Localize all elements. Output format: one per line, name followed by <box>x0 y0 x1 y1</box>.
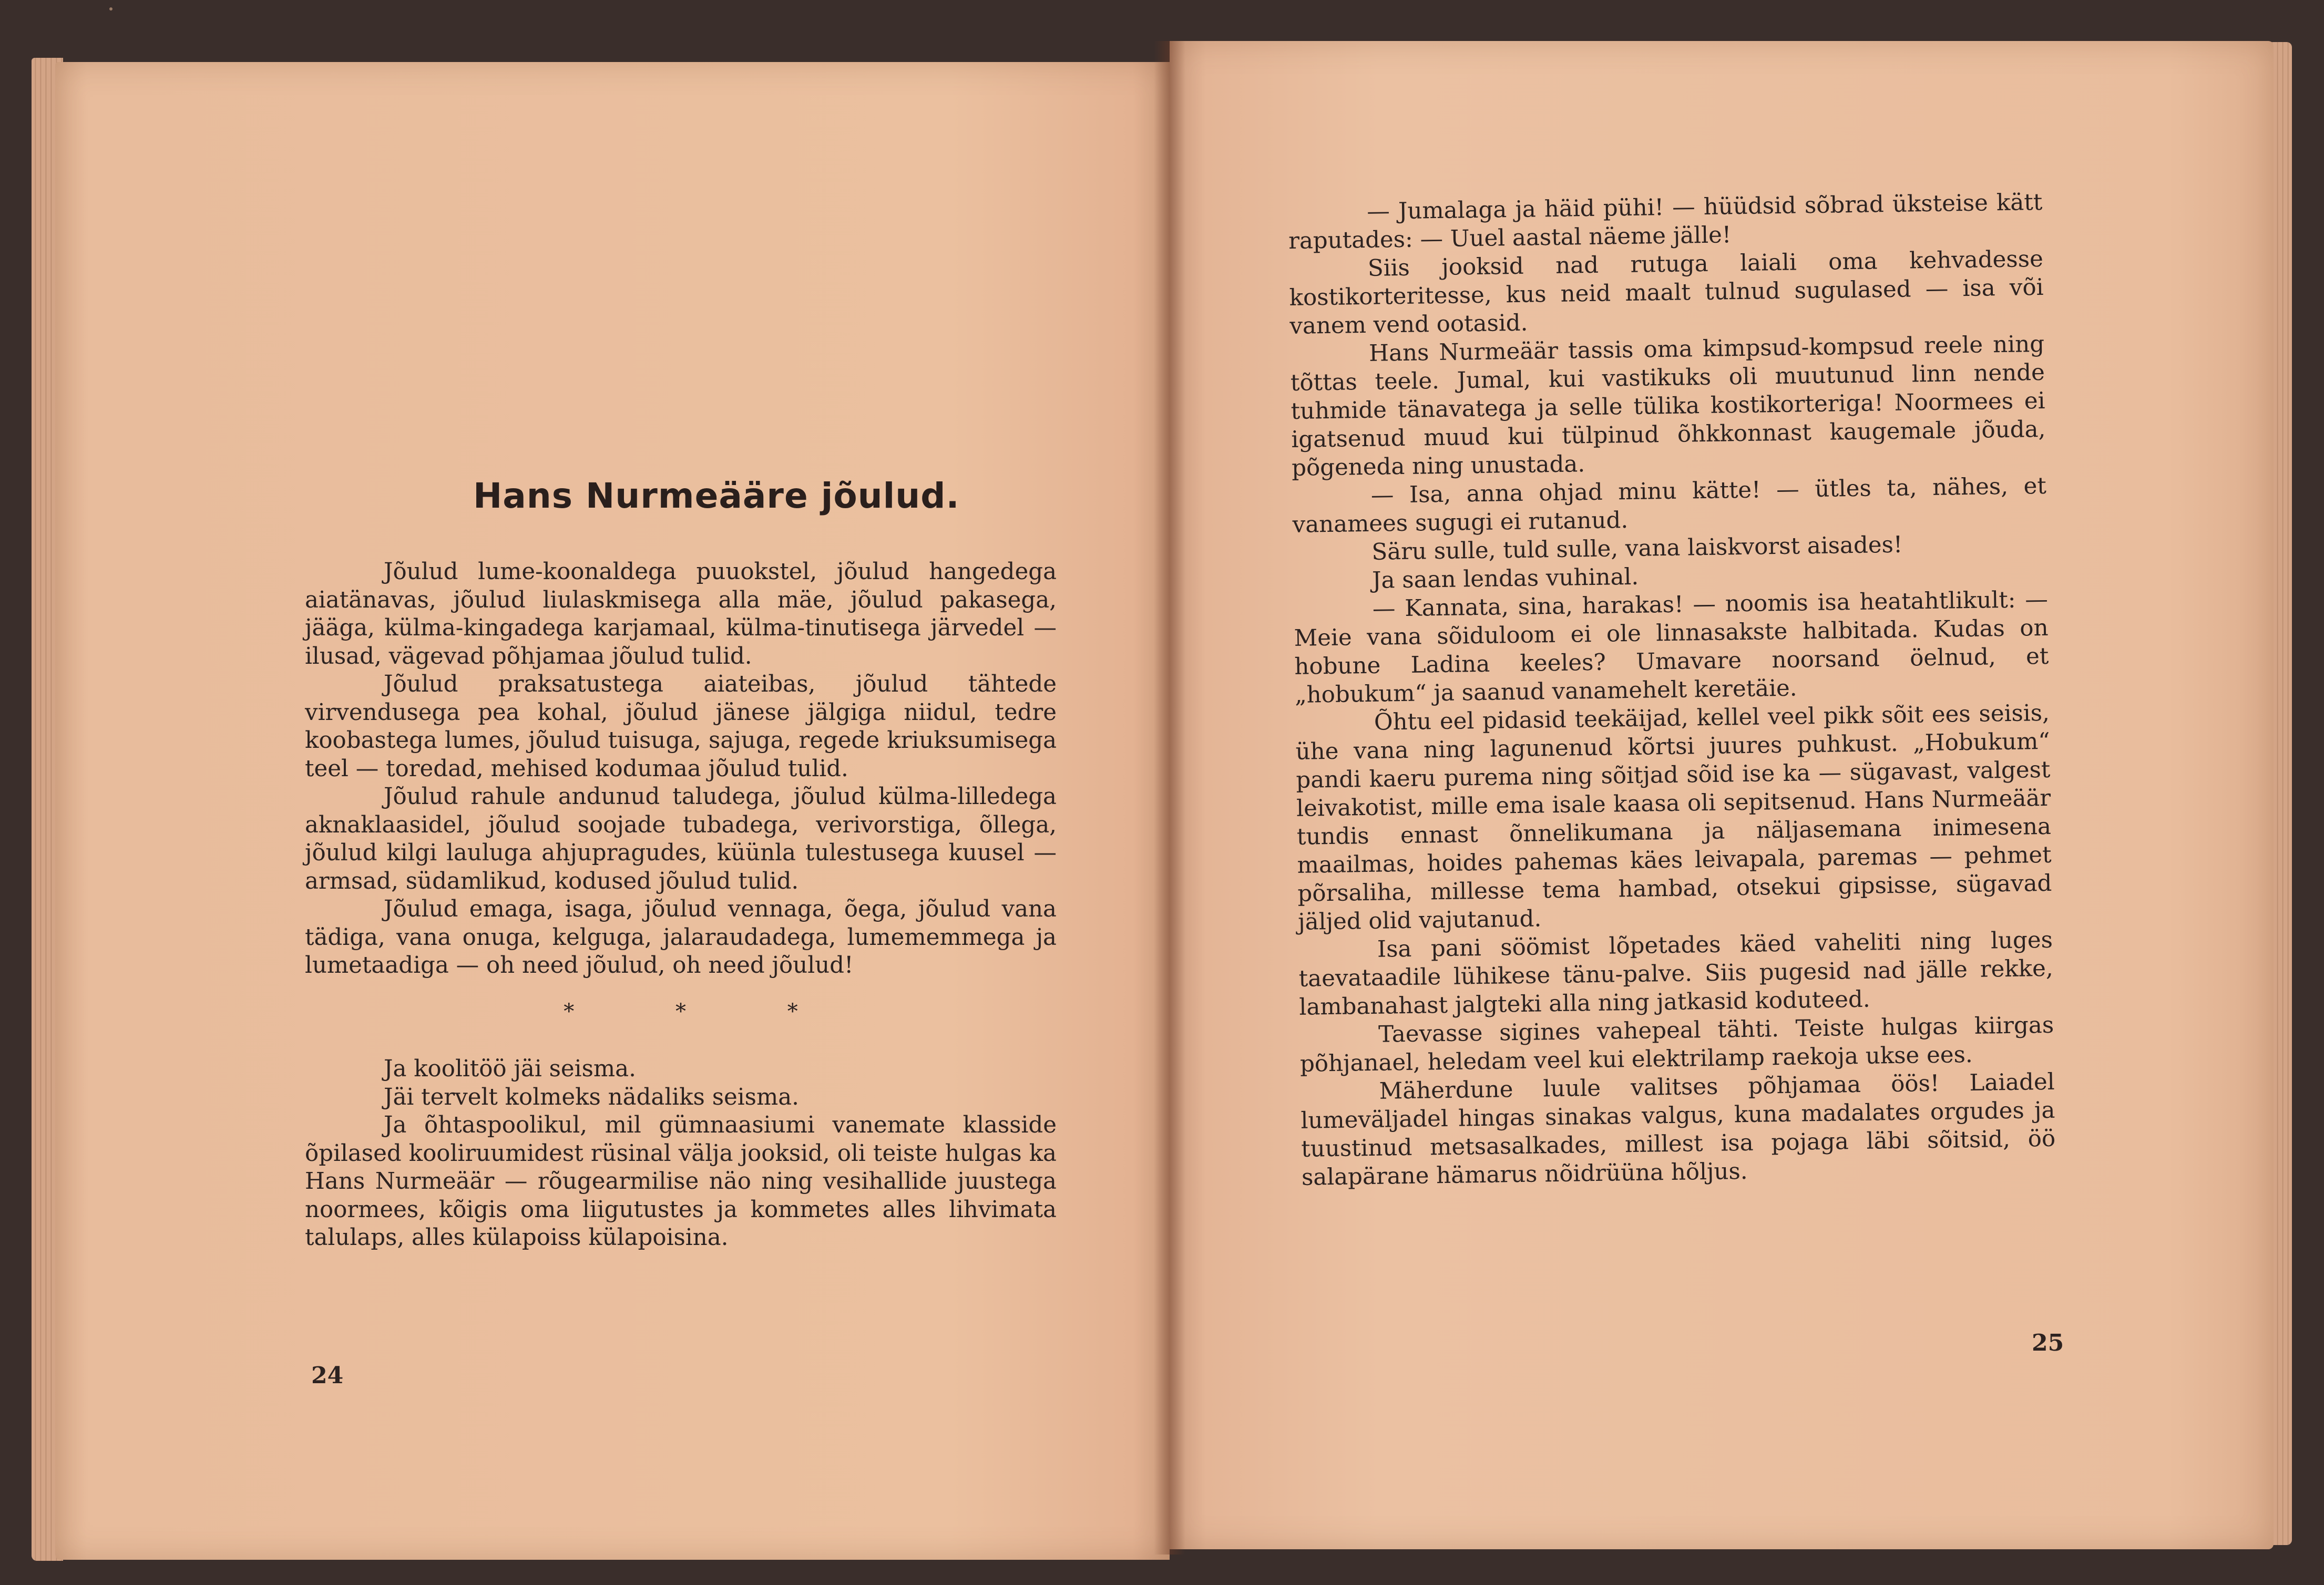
right-page-number: 25 <box>2032 1330 2064 1356</box>
right-paragraph-9: Isa pani söömist lõpetades käed vaheliti ning luges taevataadile lühikese tänu-palve. Siis pugesid nad jälle rekke, lambanahast jalgteki alla ning jatkasid koduteed. <box>1298 927 2053 1021</box>
left-paragraph-1: Jõulud lume-koonaldega puuokstel, jõulud hangedega aiatänavas, jõulud liulaskmisega alla mäe, jõulud pakasega, jääga, külma-kingadega karjamaal, külma-tinutisega järvedel — ilusad, vägevad põhjamaa jõulud tulid. <box>305 559 1057 670</box>
right-paragraph-3: Hans Nurmeäär tassis oma kimpsud-kompsud reele ning tõttas teele. Jumal, kui vastikuks oli muutunud linn nende tuhmide tänavatega ja selle tülika kostikorteriga! Noormees ei igatsenud muud kui tülpinud õhkkonnast kaugemale jõuda, põgeneda ning unustada. <box>1290 331 2046 481</box>
right-paragraph-11: Mäherdune luule valitses põhjamaa öös! Laiadel lumeväljadel hingas sinakas valgus, kuna madalates orgudes ja tuustinud metsasalkades, millest isa pojaga läbi sõitsid, öö salapärane hämarus nõidrüüna hõljus. <box>1301 1068 2056 1191</box>
right-page-text <box>1288 188 2056 1192</box>
left-paragraph-6: Jäi tervelt kolmeks nädaliks seisma. <box>384 1084 800 1110</box>
section-separator: * * * <box>564 999 845 1024</box>
right-paragraph-1: — Jumalaga ja häid pühi! — hüüdsid sõbrad üksteise kätt raputades: — Uuel aastal näeme jälle! <box>1288 189 2043 254</box>
right-paragraph-4: — Isa, anna ohjad minu kätte! — ütles ta, nähes, et vanamees sugugi ei rutanud. <box>1292 472 2047 538</box>
left-paragraph-7: Ja õhtaspoolikul, mil gümnaasiumi vanemate klasside õpilased kooliruumidest rüsinal välja jooksid, oli teiste hulgas ka Hans Nurmeäär — rõugearmilise näo ning vesihallide juustega noormees, kõigis oma liigutustes ja kommetes alles lihvimata talulaps, alles külapoiss külapoisina. <box>305 1112 1057 1251</box>
right-paragraph-2: Siis jooksid nad rutuga laiali oma kehvadesse kostikorteritesse, kus neid maalt tulnud sugulased — isa või vanem vend ootasid. <box>1289 245 2044 339</box>
left-paragraph-5: Ja koolitöö jäi seisma. <box>384 1056 636 1082</box>
book-gutter <box>1154 41 1185 1555</box>
left-page-text <box>305 558 1057 1252</box>
left-page-number: 24 <box>311 1362 344 1389</box>
right-paragraph-8: Õhtu eel pidasid teekäijad, kellel veel pikk sõit ees seisis, ühe vana ning lagunenud kõrtsi juures puhkust. „Hobukum“ pandi kaeru purema ning sõitjad sõid ise ka — sügavast, valgest leivakotist, mille ema isale kaasa oli sepitsenud. Hans Nurmeäär tundis ennast õnnelikumana ja näljasemana inimesena maailmas, hoides pahemas käes leivapala, paremas — pehmet põrsaliha, millesse tema hambad, otsekui gipsisse, sügavad jäljed olid vajutanud. <box>1295 699 2052 935</box>
left-paragraph-2: Jõulud praksatustega aiateibas, jõulud tähtede virvendusega pea kohal, jõulud jänese jälgiga niidul, tedre koobastega lumes, jõulud tuisuga, sajuga, regede kriuksumisega teel — toredad, mehised kodumaa jõulud tulid. <box>305 671 1057 782</box>
left-paragraph-3: Jõulud rahule andunud taludega, jõulud külma-lilledega aknaklaasidel, jõulud soojade tubadega, verivorstiga, õllega, jõulud kilgi lauluga ahjupragudes, küünla tulestusega kuusel — armsad, südamlikud, kodused jõulud tulid. <box>305 784 1057 894</box>
right-paragraph-6: Ja saan lendas vuhinal. <box>1371 563 1639 594</box>
scan-dot <box>109 7 112 11</box>
left-paragraph-4: Jõulud emaga, isaga, jõulud vennaga, õega, jõulud vana tädiga, vana onuga, kelguga, jalaraudadega, lumememmega ja lumetaadiga — oh need jõulud, oh need jõulud! <box>305 896 1057 979</box>
chapter-title: Hans Nurmeääre jõulud. <box>473 476 960 516</box>
right-paragraph-10: Taevasse sigines vahepeal tähti. Teiste hulgas kiirgas põhjanael, heledam veel kui elektrilamp raekoja ukse ees. <box>1299 1012 2054 1077</box>
right-paragraph-5: Säru sulle, tuld sulle, vana laiskvorst aisades! <box>1371 531 1903 565</box>
right-paragraph-7: — Kannata, sina, harakas! — noomis isa heatahtlikult: — Meie vana sõiduloom ei ole linnasakste halbitada. Kudas on hobune Ladina keeles? Umavare noorsand öelnud, et „hobukum“ ja saanud vanamehelt keretäie. <box>1294 586 2049 708</box>
